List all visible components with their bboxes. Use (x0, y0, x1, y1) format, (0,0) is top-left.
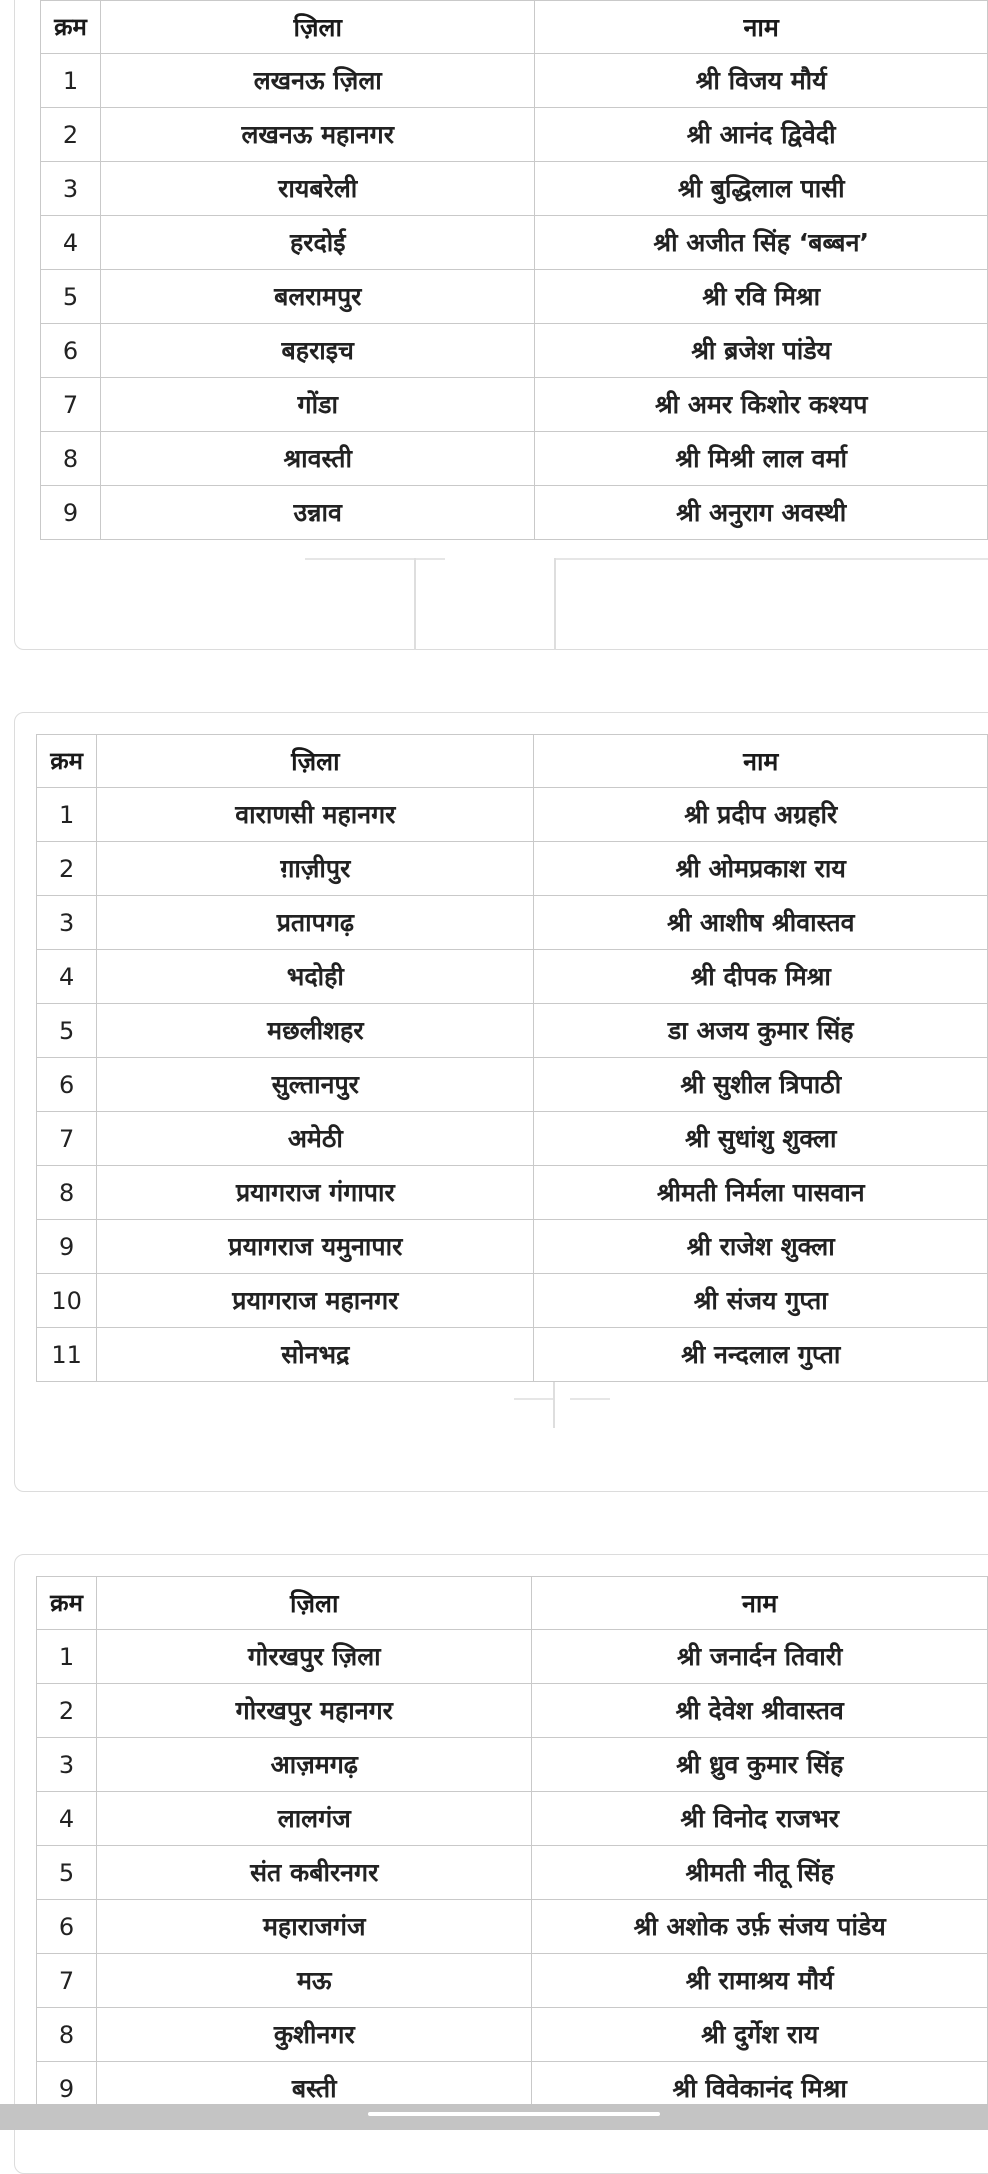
table-row (37, 842, 988, 896)
cell-name: श्री रवि मिश्रा (535, 270, 988, 324)
table-row (37, 788, 988, 842)
header-district: ज़िला (101, 1, 535, 54)
cell-serial: 5 (41, 270, 101, 324)
header-serial: क्रम (41, 1, 101, 54)
table-row (41, 378, 988, 432)
cell-serial: 2 (37, 842, 97, 896)
divider (414, 558, 416, 650)
cell-name: श्री नन्दलाल गुप्ता (534, 1328, 988, 1382)
cell-serial: 6 (41, 324, 101, 378)
cell-name: श्री विजय मौर्य (535, 54, 988, 108)
cell-serial: 8 (37, 2008, 97, 2062)
cell-serial: 3 (37, 1738, 97, 1792)
home-indicator[interactable] (368, 2112, 660, 2116)
cell-name: श्री ब्रजेश पांडेय (535, 324, 988, 378)
table-row (37, 1846, 988, 1900)
table-row (41, 270, 988, 324)
cell-district: गोंडा (101, 378, 535, 432)
cell-district: प्रयागराज यमुनापार (97, 1220, 534, 1274)
cell-district: बस्ती (97, 2062, 532, 2116)
table-row (41, 486, 988, 540)
cell-name: श्री संजय गुप्ता (534, 1274, 988, 1328)
cell-district: हरदोई (101, 216, 535, 270)
cell-district: अमेठी (97, 1112, 534, 1166)
cell-serial: 2 (41, 108, 101, 162)
cell-serial: 8 (41, 432, 101, 486)
table-row (37, 950, 988, 1004)
cell-district: मछलीशहर (97, 1004, 534, 1058)
cell-serial: 4 (37, 950, 97, 1004)
table-body (41, 54, 988, 540)
table-row (37, 1112, 988, 1166)
table-row (37, 1166, 988, 1220)
cell-district: रायबरेली (101, 162, 535, 216)
table-row (37, 1328, 988, 1382)
table-body (37, 788, 988, 1382)
cell-district: वाराणसी महानगर (97, 788, 534, 842)
cell-name: श्रीमती निर्मला पासवान (534, 1166, 988, 1220)
table-row (37, 1220, 988, 1274)
cell-serial: 11 (37, 1328, 97, 1382)
cell-name: श्रीमती नीतू सिंह (532, 1846, 988, 1900)
cell-district: लखनऊ महानगर (101, 108, 535, 162)
divider (305, 558, 445, 560)
system-navigation-bar (0, 2104, 988, 2130)
cell-district: मऊ (97, 1954, 532, 2008)
cell-serial: 1 (37, 1630, 97, 1684)
table-header-row (37, 735, 988, 788)
cell-serial: 9 (37, 2062, 97, 2116)
cell-district: गोरखपुर महानगर (97, 1684, 532, 1738)
table-row (41, 54, 988, 108)
cell-district: प्रयागराज गंगापार (97, 1166, 534, 1220)
table-header-row (41, 1, 988, 54)
cell-serial: 10 (37, 1274, 97, 1328)
table-row (37, 1738, 988, 1792)
table-row (37, 896, 988, 950)
cell-serial: 7 (41, 378, 101, 432)
cell-serial: 2 (37, 1684, 97, 1738)
cell-serial: 4 (37, 1792, 97, 1846)
header-name: नाम (534, 735, 988, 788)
district-table-1 (40, 0, 988, 540)
cell-name: श्री अनुराग अवस्थी (535, 486, 988, 540)
table-body (37, 1630, 988, 2116)
cell-name: श्री अशोक उर्फ़ संजय पांडेय (532, 1900, 988, 1954)
cell-name: श्री दीपक मिश्रा (534, 950, 988, 1004)
header-district: ज़िला (97, 735, 534, 788)
cell-serial: 3 (37, 896, 97, 950)
cell-name: श्री सुशील त्रिपाठी (534, 1058, 988, 1112)
district-table-2 (36, 734, 988, 1382)
cell-name: श्री रामाश्रय मौर्य (532, 1954, 988, 2008)
divider (553, 1380, 555, 1428)
table-row (37, 1004, 988, 1058)
header-district: ज़िला (97, 1577, 532, 1630)
header-name: नाम (535, 1, 988, 54)
table-row (37, 1792, 988, 1846)
header-name: नाम (532, 1577, 988, 1630)
cell-serial: 3 (41, 162, 101, 216)
cell-district: महाराजगंज (97, 1900, 532, 1954)
cell-district: संत कबीरनगर (97, 1846, 532, 1900)
cell-name: श्री ओमप्रकाश राय (534, 842, 988, 896)
table-row (41, 108, 988, 162)
table-row (37, 1274, 988, 1328)
cell-name: श्री विनोद राजभर (532, 1792, 988, 1846)
divider (554, 558, 556, 650)
cell-serial: 1 (37, 788, 97, 842)
cell-serial: 4 (41, 216, 101, 270)
divider (570, 1398, 610, 1400)
cell-name: श्री आनंद द्विवेदी (535, 108, 988, 162)
cell-name: श्री आशीष श्रीवास्तव (534, 896, 988, 950)
cell-district: भदोही (97, 950, 534, 1004)
cell-name: श्री देवेश श्रीवास्तव (532, 1684, 988, 1738)
cell-serial: 6 (37, 1900, 97, 1954)
cell-name: श्री अजीत सिंह ‘बब्बन’ (535, 216, 988, 270)
cell-district: प्रयागराज महानगर (97, 1274, 534, 1328)
cell-serial: 1 (41, 54, 101, 108)
cell-district: आज़मगढ़ (97, 1738, 532, 1792)
cell-serial: 7 (37, 1954, 97, 2008)
cell-name: डा अजय कुमार सिंह (534, 1004, 988, 1058)
cell-district: गोरखपुर ज़िला (97, 1630, 532, 1684)
table-row (37, 1954, 988, 2008)
cell-serial: 7 (37, 1112, 97, 1166)
cell-district: ग़ाज़ीपुर (97, 842, 534, 896)
cell-name: श्री सुधांशु शुक्ला (534, 1112, 988, 1166)
cell-district: सुल्तानपुर (97, 1058, 534, 1112)
cell-serial: 9 (37, 1220, 97, 1274)
cell-name: श्री जनार्दन तिवारी (532, 1630, 988, 1684)
cell-district: उन्नाव (101, 486, 535, 540)
cell-name: श्री बुद्धिलाल पासी (535, 162, 988, 216)
table-row (37, 1058, 988, 1112)
cell-district: सोनभद्र (97, 1328, 534, 1382)
header-serial: क्रम (37, 1577, 97, 1630)
table-row (37, 2008, 988, 2062)
cell-serial: 6 (37, 1058, 97, 1112)
cell-name: श्री अमर किशोर कश्यप (535, 378, 988, 432)
table-row (41, 162, 988, 216)
cell-serial: 9 (41, 486, 101, 540)
district-table-3 (36, 1576, 988, 2116)
table-row (41, 216, 988, 270)
table-row (37, 1900, 988, 1954)
cell-district: श्रावस्ती (101, 432, 535, 486)
cell-serial: 8 (37, 1166, 97, 1220)
table-row (37, 1630, 988, 1684)
cell-name: श्री राजेश शुक्ला (534, 1220, 988, 1274)
header-serial: क्रम (37, 735, 97, 788)
cell-name: श्री ध्रुव कुमार सिंह (532, 1738, 988, 1792)
cell-serial: 5 (37, 1004, 97, 1058)
table-row (37, 1684, 988, 1738)
cell-name: श्री मिश्री लाल वर्मा (535, 432, 988, 486)
cell-district: लालगंज (97, 1792, 532, 1846)
divider (514, 1398, 554, 1400)
cell-district: बहराइच (101, 324, 535, 378)
cell-district: प्रतापगढ़ (97, 896, 534, 950)
cell-district: कुशीनगर (97, 2008, 532, 2062)
table-row (41, 324, 988, 378)
cell-name: श्री विवेकानंद मिश्रा (532, 2062, 988, 2116)
table-row (41, 432, 988, 486)
cell-name: श्री प्रदीप अग्रहरि (534, 788, 988, 842)
cell-name: श्री दुर्गेश राय (532, 2008, 988, 2062)
cell-district: बलरामपुर (101, 270, 535, 324)
cell-serial: 5 (37, 1846, 97, 1900)
table-header-row (37, 1577, 988, 1630)
cell-district: लखनऊ ज़िला (101, 54, 535, 108)
divider (555, 558, 988, 560)
